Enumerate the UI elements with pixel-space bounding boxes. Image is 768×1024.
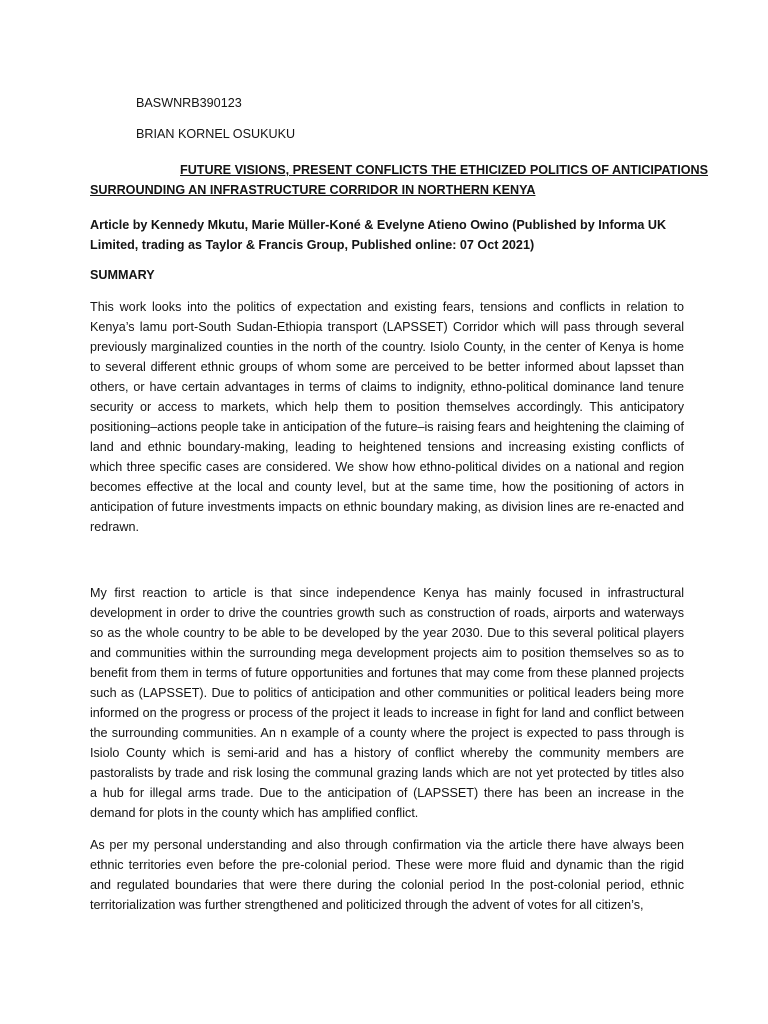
article-citation-line-2: Limited, trading as Taylor & Francis Group, Published online: 07 Oct 2021)	[90, 238, 535, 252]
title-line-1: FUTURE VISIONS, PRESENT CONFLICTS THE ETHICIZED POLITICS OF ANTICIPATIONS	[180, 163, 709, 177]
title-line-2: SURROUNDING AN INFRASTRUCTURE CORRIDOR IN NORTHERN KENYA	[90, 183, 536, 197]
article-citation-line-1: Article by Kennedy Mkutu, Marie Müller-Koné & Evelyne Atieno Owino (Published by Informa UK	[90, 218, 667, 232]
reaction-paragraph: My first reaction to article is that since independence Kenya has mainly focused in infrastructural development in order to drive the countries growth such as construction of roads, airports and waterways so as the whole country to be able to be developed by the year 2030. Due to this several political players and communities within the surrounding mega development projects aim to position themselves so as to benefit from them in terms of future opportunities and fortunes that may come from these planned projects such as (LAPSSET). Due to politics of anticipation and other communities or political leaders being more informed on the progress or process of the project it leads to increase in fight for land and conflict between the surrounding communities. An n example of a county where the project is expected to pass through is Isiolo County which is semi-arid and has a history of conflict whereby the community members are pastoralists by trade and risk losing the communal grazing lands which are not yet protected by titles also a hub for illegal arms trade. Due to the anticipation of (LAPSSET) there has been an increase in the demand for plots in the county which has amplified conflict.	[90, 586, 684, 820]
student-name: BRIAN KORNEL OSUKUKU	[136, 127, 296, 141]
summary-paragraph: This work looks into the politics of expectation and existing fears, tensions and conflicts in relation to Kenya’s lamu port-South Sudan-Ethiopia transport (LAPSSET) Corridor which will pass through several previously marginalized counties in the north of the country. Isiolo County, in the center of Kenya is home to several different ethnic groups of whom some are perceived to be better informed about lapsset than others, or have certain advantages in terms of claims to indignity, ethno-political dominance land tenure security or access to markets, which help them to position themselves accordingly. This anticipatory positioning–actions people take in anticipation of the future–is raising fears and heightening the claiming of land and ethnic boundary-making, leading to heightened tensions and increasing existing conflicts of which three specific cases are considered. We show how ethno-political divides on a national and region becomes effective at the local and county level, but at the same time, how the positioning of actors in anticipation of future investments impacts on ethnic boundary making, as division lines are re-enacted and redrawn.	[90, 300, 684, 534]
understanding-paragraph: As per my personal understanding and also through confirmation via the article there have always been ethnic territories even before the pre-colonial period. These were more fluid and dynamic than the rigid and regulated boundaries that were there during the colonial period In the post-colonial period, ethnic territorialization was further strengthened and politicized through the advent of votes for all citizen’s,	[90, 838, 684, 912]
summary-heading: SUMMARY	[90, 268, 155, 282]
student-id: BASWNRB390123	[136, 96, 242, 110]
